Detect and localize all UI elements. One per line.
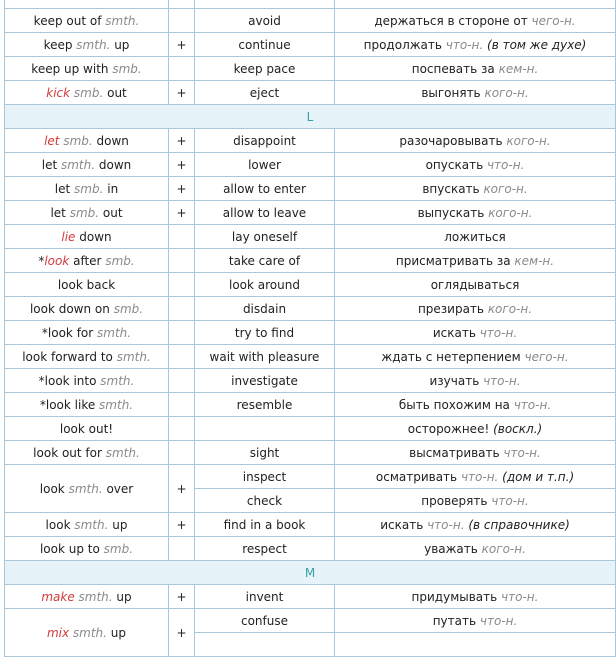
translation-part: что-н. <box>491 493 529 508</box>
translation-part: что-н. <box>460 469 499 484</box>
phrasal-verb-part: smb. <box>74 181 104 196</box>
separable-marker-cell <box>169 393 195 417</box>
translation-part: кого-н. <box>487 301 533 316</box>
translation-cell <box>335 585 616 609</box>
synonym-cell <box>195 0 335 9</box>
phrasal-verb-part: look out for <box>33 445 106 460</box>
translation-part: презирать <box>417 301 488 316</box>
synonym-cell: continue <box>195 33 335 57</box>
phrasal-verb-part: over <box>102 481 134 496</box>
synonym-cell: avoid <box>195 9 335 33</box>
translation-part: что-н. <box>513 397 552 412</box>
phrasal-verb-cell <box>5 537 169 561</box>
translation-cell <box>335 465 616 489</box>
synonym-cell <box>195 417 335 441</box>
phrasal-verb-cell <box>5 273 169 297</box>
translation-part: кем-н. <box>498 61 539 76</box>
translation-part: продолжать <box>363 37 446 52</box>
phrasal-verb-part: keep <box>43 37 77 52</box>
translation-part: путать <box>432 613 480 628</box>
translation-cell <box>335 345 616 369</box>
phrasal-verb-part: make <box>41 589 75 604</box>
separable-marker-cell: + <box>169 81 195 105</box>
synonym-cell: allow to leave <box>195 201 335 225</box>
translation-part: высматривать <box>409 445 504 460</box>
phrasal-verb-cell <box>5 0 169 9</box>
separable-marker-cell: + <box>169 465 195 513</box>
translation-cell <box>335 177 616 201</box>
phrasal-verb-part: smb. <box>105 253 135 268</box>
translation-cell <box>335 489 616 513</box>
table-row <box>5 273 616 297</box>
translation-part: опускать <box>425 157 487 172</box>
synonym-cell: wait with pleasure <box>195 345 335 369</box>
phrasal-verb-part: look out! <box>59 421 114 436</box>
translation-cell <box>335 369 616 393</box>
phrasal-verb-part: let <box>50 205 70 220</box>
phrasal-verb-cell <box>5 297 169 321</box>
phrasal-verb-part: smb. <box>69 205 100 220</box>
translation-part: оглядываться <box>430 277 520 292</box>
phrasal-verb-part: look down on <box>29 301 114 316</box>
synonym-cell: confuse <box>195 609 335 633</box>
separable-marker-cell: + <box>169 33 195 57</box>
phrasal-verb-cell <box>5 129 169 153</box>
phrasal-verb-cell <box>5 321 169 345</box>
translation-cell <box>335 297 616 321</box>
phrasal-verb-part: down <box>95 157 132 172</box>
table-row <box>5 345 616 369</box>
phrasal-verb-part: smb. <box>112 61 142 76</box>
synonym-cell: sight <box>195 441 335 465</box>
table-row <box>5 33 616 57</box>
phrasal-verb-cell <box>5 369 169 393</box>
phrasal-verb-part: smb. <box>70 85 104 100</box>
synonym-cell: take care of <box>195 249 335 273</box>
translation-cell <box>335 0 616 9</box>
table-row <box>5 153 616 177</box>
phrasal-verb-part: smth. <box>99 397 134 412</box>
translation-cell <box>335 57 616 81</box>
translation-part: что-н. <box>486 157 525 172</box>
phrasal-verb-part: up <box>110 37 130 52</box>
phrasal-verb-part: up <box>106 625 127 640</box>
translation-cell <box>335 513 616 537</box>
phrasal-verb-part: smth. <box>105 13 140 28</box>
translation-cell <box>335 249 616 273</box>
separable-marker-cell: + <box>169 609 195 657</box>
synonym-cell: check <box>195 489 335 513</box>
phrasal-verb-cell <box>5 57 169 81</box>
separable-marker-cell <box>169 0 195 9</box>
phrasal-verb-part: look forward to <box>22 349 117 364</box>
phrasal-verb-part: smb. <box>113 301 144 316</box>
phrasal-verb-part: smth. <box>68 481 103 496</box>
separable-marker-cell <box>169 417 195 441</box>
phrasal-verb-part: up <box>112 589 132 604</box>
phrasal-verb-part: let <box>44 133 60 148</box>
section-letter: M <box>5 561 616 585</box>
translation-part: что-н. <box>479 325 518 340</box>
translation-part: (воскл.) <box>493 421 543 436</box>
translation-cell <box>335 441 616 465</box>
phrasal-verb-part: look <box>39 481 69 496</box>
phrasal-verb-part: mix <box>46 625 70 640</box>
phrasal-verb-cell <box>5 585 169 609</box>
table-row <box>5 81 616 105</box>
phrasal-verb-part: * <box>38 253 45 268</box>
phrasal-verb-part: smb. <box>59 133 93 148</box>
table-row <box>5 249 616 273</box>
translation-part: кого-н. <box>483 181 528 196</box>
translation-part: осматривать <box>375 469 461 484</box>
translation-cell <box>335 321 616 345</box>
translation-part: держаться в стороне от <box>374 13 532 28</box>
translation-part: ждать с нетерпением <box>381 349 525 364</box>
translation-part: впускать <box>422 181 484 196</box>
translation-cell <box>335 81 616 105</box>
translation-cell <box>335 273 616 297</box>
table-row <box>5 393 616 417</box>
phrasal-verb-part: look <box>44 253 70 268</box>
translation-part: выпускать <box>417 205 489 220</box>
phrasal-verb-cell <box>5 345 169 369</box>
phrasal-verb-cell <box>5 465 169 513</box>
translation-part: что-н. <box>501 589 539 604</box>
phrasal-verb-part: down <box>75 229 112 244</box>
phrasal-verb-part: up <box>108 517 128 532</box>
translation-part: что-н. <box>503 445 541 460</box>
separable-marker-cell <box>169 537 195 561</box>
translation-part: (в справочнике) <box>464 517 570 532</box>
phrasal-verb-part: *look for <box>41 325 98 340</box>
phrasal-verb-part: look back <box>57 277 116 292</box>
section-header-row <box>5 105 616 129</box>
phrasal-verb-part: smth. <box>69 625 107 640</box>
translation-part: кого-н. <box>488 205 533 220</box>
table-row <box>5 441 616 465</box>
phrasal-verb-part: in <box>103 181 119 196</box>
table-row <box>5 297 616 321</box>
phrasal-verb-cell <box>5 201 169 225</box>
separable-marker-cell <box>169 249 195 273</box>
synonym-cell: try to find <box>195 321 335 345</box>
phrasal-verb-cell <box>5 393 169 417</box>
translation-part: выгонять <box>421 85 485 100</box>
phrasal-verb-part: down <box>92 133 129 148</box>
synonym-cell: respect <box>195 537 335 561</box>
table-body <box>5 0 616 657</box>
phrasal-verb-cell <box>5 609 169 657</box>
phrasal-verb-cell <box>5 81 169 105</box>
synonym-cell: lay oneself <box>195 225 335 249</box>
translation-part: искать <box>380 517 428 532</box>
translation-part: быть похожим на <box>398 397 514 412</box>
separable-marker-cell <box>169 321 195 345</box>
translation-cell <box>335 537 616 561</box>
translation-part: искать <box>432 325 480 340</box>
phrasal-verb-part: keep up with <box>31 61 113 76</box>
phrasal-verb-cell <box>5 9 169 33</box>
translation-part: кого-н. <box>481 541 526 556</box>
phrasal-verb-part: smb. <box>103 541 134 556</box>
phrasal-verb-part: let <box>54 181 75 196</box>
phrasal-verb-cell <box>5 33 169 57</box>
translation-part: уважать <box>424 541 482 556</box>
phrasal-verb-part: let <box>41 157 61 172</box>
phrasal-verb-cell <box>5 249 169 273</box>
separable-marker-cell <box>169 441 195 465</box>
section-header-row <box>5 561 616 585</box>
table-row <box>5 225 616 249</box>
phrasal-verb-part: after <box>69 253 106 268</box>
phrasal-verb-cell <box>5 177 169 201</box>
table-row <box>5 609 616 633</box>
phrasal-verb-part: out <box>103 85 127 100</box>
translation-part: кем-н. <box>514 253 555 268</box>
table-row <box>5 201 616 225</box>
translation-part: что-н. <box>479 613 518 628</box>
phrasal-verb-part: keep out of <box>33 13 106 28</box>
separable-marker-cell <box>169 345 195 369</box>
phrasal-verb-part: look up to <box>39 541 104 556</box>
translation-part: кого-н. <box>506 133 551 148</box>
separable-marker-cell <box>169 57 195 81</box>
table-row <box>5 513 616 537</box>
phrasal-verbs-table <box>4 0 616 657</box>
synonym-cell: disappoint <box>195 129 335 153</box>
synonym-cell: allow to enter <box>195 177 335 201</box>
phrasal-verb-part: kick <box>46 85 71 100</box>
translation-part: осторожнее! <box>407 421 494 436</box>
translation-part: изучать <box>429 373 484 388</box>
phrasal-verb-part: smth. <box>116 349 151 364</box>
table-row <box>5 321 616 345</box>
phrasal-verb-cell <box>5 225 169 249</box>
phrasal-verb-cell <box>5 153 169 177</box>
phrasal-verb-part: smth. <box>60 157 96 172</box>
separable-marker-cell: + <box>169 201 195 225</box>
translation-part: чего-н. <box>524 349 569 364</box>
separable-marker-cell <box>169 369 195 393</box>
separable-marker-cell: + <box>169 177 195 201</box>
synonym-cell: find in a book <box>195 513 335 537</box>
separable-marker-cell: + <box>169 513 195 537</box>
translation-part: присматривать за <box>395 253 515 268</box>
synonym-cell: eject <box>195 81 335 105</box>
translation-cell <box>335 633 616 657</box>
synonym-cell: invent <box>195 585 335 609</box>
translation-cell <box>335 225 616 249</box>
separable-marker-cell <box>169 225 195 249</box>
translation-part: (в том же духе) <box>483 37 587 52</box>
synonym-cell <box>195 633 335 657</box>
translation-cell <box>335 153 616 177</box>
translation-part: чего-н. <box>531 13 576 28</box>
translation-part: (дом и т.п.) <box>498 469 575 484</box>
synonym-cell: keep pace <box>195 57 335 81</box>
translation-cell <box>335 417 616 441</box>
phrasal-verb-part: smth. <box>100 373 135 388</box>
table-row <box>5 0 616 9</box>
table-row <box>5 369 616 393</box>
translation-cell <box>335 201 616 225</box>
table-row <box>5 9 616 33</box>
phrasal-verb-part: out <box>99 205 123 220</box>
table-row <box>5 57 616 81</box>
phrasal-verb-part: smth. <box>74 517 109 532</box>
phrasal-verb-cell <box>5 417 169 441</box>
phrasal-verb-cell <box>5 441 169 465</box>
synonym-cell: investigate <box>195 369 335 393</box>
synonym-cell: resemble <box>195 393 335 417</box>
translation-part: ложиться <box>444 229 506 244</box>
translation-part: что-н. <box>483 373 521 388</box>
translation-cell <box>335 393 616 417</box>
table-row <box>5 129 616 153</box>
table-row <box>5 537 616 561</box>
separable-marker-cell <box>169 273 195 297</box>
translation-cell <box>335 9 616 33</box>
phrasal-verb-part: look <box>45 517 75 532</box>
separable-marker-cell: + <box>169 153 195 177</box>
translation-part: что-н. <box>445 37 484 52</box>
separable-marker-cell: + <box>169 585 195 609</box>
translation-part: поспевать за <box>411 61 499 76</box>
section-letter: L <box>5 105 616 129</box>
translation-cell <box>335 33 616 57</box>
phrasal-verb-part: smth. <box>97 325 132 340</box>
synonym-cell: disdain <box>195 297 335 321</box>
table-row <box>5 177 616 201</box>
phrasal-verb-part: *look like <box>39 397 100 412</box>
translation-part: придумывать <box>411 589 502 604</box>
translation-cell <box>335 129 616 153</box>
translation-part: разочаровывать <box>399 133 507 148</box>
phrasal-verb-part: *look into <box>38 373 101 388</box>
translation-cell <box>335 609 616 633</box>
table-row <box>5 465 616 489</box>
phrasal-verb-part: smth. <box>105 445 140 460</box>
phrasal-verb-part: lie <box>61 229 76 244</box>
separable-marker-cell <box>169 9 195 33</box>
separable-marker-cell <box>169 297 195 321</box>
translation-part: проверять <box>421 493 492 508</box>
separable-marker-cell: + <box>169 129 195 153</box>
translation-part: кого-н. <box>484 85 529 100</box>
synonym-cell: lower <box>195 153 335 177</box>
table-row <box>5 585 616 609</box>
translation-part: что-н. <box>427 517 465 532</box>
synonym-cell: look around <box>195 273 335 297</box>
phrasal-verb-part: smth. <box>76 37 111 52</box>
phrasal-verb-part: smth. <box>74 589 113 604</box>
phrasal-verb-cell <box>5 513 169 537</box>
table-row <box>5 417 616 441</box>
synonym-cell: inspect <box>195 465 335 489</box>
